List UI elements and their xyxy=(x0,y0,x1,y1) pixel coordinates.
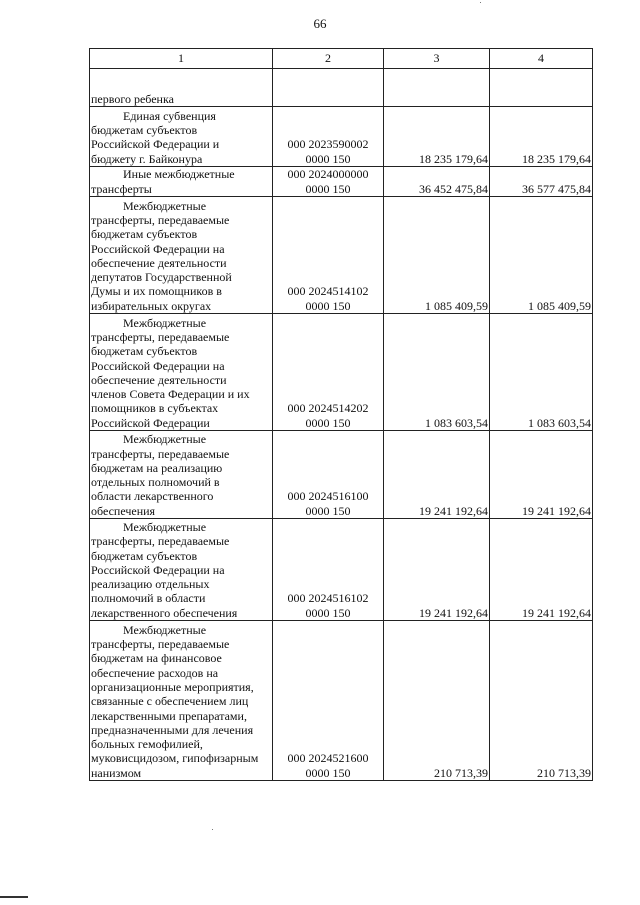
row-name-cell xyxy=(90,431,273,519)
row-value-col4: 1 085 409,59 xyxy=(490,197,593,314)
row-name-line: организационные мероприятия, xyxy=(91,679,254,694)
row-name-line: области лекарственного xyxy=(91,489,214,504)
row-name-line: Межбюджетные xyxy=(123,432,207,447)
column-header: 2 xyxy=(273,49,384,69)
row-code-line: 000 2024514202 xyxy=(287,401,369,416)
row-code-line: 0000 150 xyxy=(305,503,351,518)
row-name-line: бюджету г. Байконура xyxy=(91,151,203,166)
row-name-line: депутатов Государственной xyxy=(91,270,232,285)
row-code-line: 0000 150 xyxy=(305,765,351,780)
row-name-line: трансферты, передаваемые xyxy=(91,446,230,461)
row-code-line: 0000 150 xyxy=(305,605,351,620)
row-value-col4 xyxy=(490,69,593,107)
table-row xyxy=(90,314,593,431)
row-value-col3: 1 083 603,54 xyxy=(384,314,490,431)
row-name-line: связанные с обеспечением лиц xyxy=(91,694,249,709)
row-code-line: 000 2024521600 xyxy=(287,751,369,766)
row-code-line: 000 2024516102 xyxy=(287,591,369,606)
row-name-line: Иные межбюджетные xyxy=(123,167,235,182)
row-value-col3: 18 235 179,64 xyxy=(384,107,490,167)
row-name-line: бюджетам субъектов xyxy=(91,548,198,563)
row-name-cell xyxy=(90,519,273,621)
row-value-col3: 1 085 409,59 xyxy=(384,197,490,314)
row-value-col4: 18 235 179,64 xyxy=(490,107,593,167)
row-name-cell xyxy=(90,167,273,197)
row-code-line: 0000 150 xyxy=(305,181,351,196)
budget-table xyxy=(89,48,593,781)
row-name-line: бюджетам субъектов xyxy=(91,227,198,242)
table-row xyxy=(90,431,593,519)
row-name-cell xyxy=(90,197,273,314)
row-name-line: трансферты, передаваемые xyxy=(91,534,230,549)
column-header: 4 xyxy=(490,49,593,69)
table-row xyxy=(90,107,593,167)
row-name-line: членов Совета Федерации и их xyxy=(91,387,250,402)
table-row xyxy=(90,519,593,621)
scan-artifact-mark xyxy=(0,896,28,898)
row-name-line: избирательных округах xyxy=(91,298,212,313)
row-name-line: Межбюджетные xyxy=(123,198,207,213)
row-name-line: трансферты, передаваемые xyxy=(91,329,230,344)
row-value-col3: 210 713,39 xyxy=(384,621,490,781)
row-code-line: 000 2024000000 xyxy=(287,167,369,182)
row-name-line: трансферты, передаваемые xyxy=(91,637,230,652)
row-name-line: обеспечение деятельности xyxy=(91,372,227,387)
row-code-line: 000 2024514102 xyxy=(287,284,369,299)
row-name-line: полномочий в области xyxy=(91,591,206,606)
row-name-line: первого ребенка xyxy=(91,91,174,106)
row-code-cell xyxy=(273,69,384,107)
row-name-line: муковисцидозом, гипофизарным xyxy=(91,751,259,766)
row-value-col4: 210 713,39 xyxy=(490,621,593,781)
row-name-line: Российской Федерации на xyxy=(91,358,225,373)
scan-dust-dot xyxy=(480,2,481,3)
row-name-cell xyxy=(90,621,273,781)
table-row xyxy=(90,621,593,781)
row-name-line: трансферты xyxy=(91,181,152,196)
table-row xyxy=(90,69,593,107)
row-name-line: трансферты, передаваемые xyxy=(91,212,230,227)
row-name-line: обеспечение деятельности xyxy=(91,255,227,270)
row-code-cell xyxy=(273,197,384,314)
row-name-line: помощников в субъектах xyxy=(91,401,219,416)
row-name-line: бюджетам на реализацию xyxy=(91,460,223,475)
page-number: 66 xyxy=(313,16,327,31)
row-code-cell xyxy=(273,519,384,621)
row-name-line: Межбюджетные xyxy=(123,315,207,330)
row-value-col3: 36 452 475,84 xyxy=(384,167,490,197)
row-name-line: отдельных полномочий в xyxy=(91,475,220,490)
row-name-line: Думы и их помощников в xyxy=(91,284,222,299)
row-value-col4: 36 577 475,84 xyxy=(490,167,593,197)
row-name-line: Российской Федерации xyxy=(91,415,210,430)
table-row xyxy=(90,197,593,314)
row-name-line: реализацию отдельных xyxy=(91,577,210,592)
row-name-line: бюджетам субъектов xyxy=(91,123,198,138)
row-name-line: обеспечения xyxy=(91,503,156,518)
row-code-cell xyxy=(273,431,384,519)
row-name-line: Межбюджетные xyxy=(123,622,207,637)
table-header-row xyxy=(90,49,593,69)
row-code-cell xyxy=(273,107,384,167)
row-value-col3 xyxy=(384,69,490,107)
row-name-line: Единая субвенция xyxy=(123,108,216,123)
column-header: 3 xyxy=(384,49,490,69)
row-code-line: 0000 150 xyxy=(305,151,351,166)
row-name-line: бюджетам субъектов xyxy=(91,344,198,359)
row-value-col3: 19 241 192,64 xyxy=(384,431,490,519)
row-code-line: 0000 150 xyxy=(305,415,351,430)
column-header: 1 xyxy=(90,49,273,69)
row-name-line: Российской Федерации на xyxy=(91,562,225,577)
row-code-cell xyxy=(273,621,384,781)
table-row xyxy=(90,167,593,197)
row-name-cell xyxy=(90,107,273,167)
row-name-line: предназначенными для лечения xyxy=(91,722,254,737)
row-code-cell xyxy=(273,314,384,431)
row-value-col4: 19 241 192,64 xyxy=(490,519,593,621)
row-code-line: 0000 150 xyxy=(305,298,351,313)
row-name-line: Российской Федерации и xyxy=(91,137,220,152)
scan-dust-dot xyxy=(212,829,213,830)
row-name-line: лекарственного обеспечения xyxy=(91,605,238,620)
row-code-cell xyxy=(273,167,384,197)
row-name-line: больных гемофилией, xyxy=(91,737,203,752)
row-name-cell xyxy=(90,314,273,431)
row-name-line: Российской Федерации на xyxy=(91,241,225,256)
row-name-line: бюджетам на финансовое xyxy=(91,651,222,666)
row-value-col4: 1 083 603,54 xyxy=(490,314,593,431)
row-name-line: Межбюджетные xyxy=(123,519,207,534)
row-name-line: нанизмом xyxy=(91,765,142,780)
row-code-line: 000 2023590002 xyxy=(287,137,369,152)
row-value-col4: 19 241 192,64 xyxy=(490,431,593,519)
row-name-line: обеспечение расходов на xyxy=(91,665,219,680)
row-name-cell xyxy=(90,69,273,107)
row-name-line: лекарственными препаратами, xyxy=(91,708,247,723)
row-code-line: 000 2024516100 xyxy=(287,489,369,504)
row-value-col3: 19 241 192,64 xyxy=(384,519,490,621)
